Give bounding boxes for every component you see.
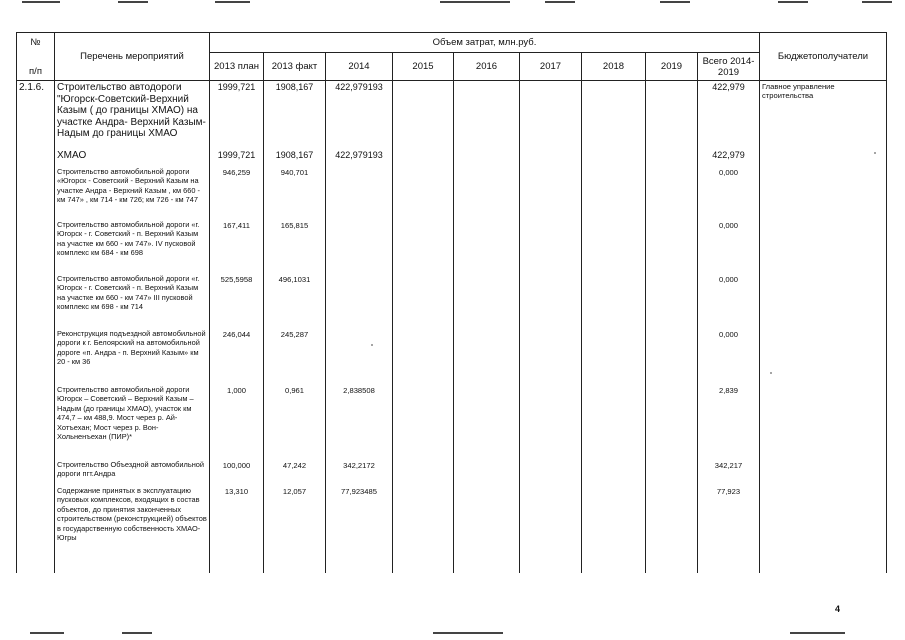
row-2013-plan: 100,000 xyxy=(210,459,264,485)
row-2016 xyxy=(454,485,520,573)
row-recipient xyxy=(760,166,887,219)
row-2013-fact: 496,1031 xyxy=(264,273,326,328)
row-2018 xyxy=(582,81,646,149)
row-2016 xyxy=(454,219,520,273)
row-2016 xyxy=(454,149,520,166)
row-2019 xyxy=(646,459,698,485)
row-recipient: Главное управление строительства xyxy=(760,81,887,149)
row-2014: 2,838508 xyxy=(326,384,393,459)
row-2013-plan: 1999,721 xyxy=(210,81,264,149)
table-row xyxy=(17,459,887,485)
row-2014: 342,2172 xyxy=(326,459,393,485)
row-total: 0,000 xyxy=(698,273,760,328)
row-number xyxy=(17,219,55,273)
row-2016 xyxy=(454,81,520,149)
row-2019 xyxy=(646,485,698,573)
header-2018: 2018 xyxy=(582,53,646,81)
row-number xyxy=(17,166,55,219)
row-2019 xyxy=(646,81,698,149)
row-recipient xyxy=(760,219,887,273)
row-2017 xyxy=(520,485,582,573)
row-number xyxy=(17,328,55,384)
header-2015: 2015 xyxy=(393,53,454,81)
row-2019 xyxy=(646,273,698,328)
page-number: 4 xyxy=(835,604,841,614)
scan-speck xyxy=(874,152,876,154)
row-total: 2,839 xyxy=(698,384,760,459)
table-row xyxy=(17,149,887,166)
scan-speck xyxy=(371,344,373,346)
row-2013-plan: 246,044 xyxy=(210,328,264,384)
row-2019 xyxy=(646,166,698,219)
row-name: Строительство автомобильной дороги «г. Югорск - г. Советский - п. Верхний Казым на участке км 660 - км 747». IV пусковой комплекс км 684 - км 698 xyxy=(55,219,210,273)
table-row xyxy=(17,328,887,384)
expenditure-table xyxy=(16,32,887,573)
row-2016 xyxy=(454,328,520,384)
row-2015 xyxy=(393,328,454,384)
row-name: Реконструкция подъездной автомобильной дороги к г. Белоярский на автомобильной дороге «п. Андра - п. Верхний Казым» км 20 - км 36 xyxy=(55,328,210,384)
row-total: 0,000 xyxy=(698,219,760,273)
row-2015 xyxy=(393,166,454,219)
row-2013-plan: 167,411 xyxy=(210,219,264,273)
row-2014: 77,923485 xyxy=(326,485,393,573)
row-2017 xyxy=(520,328,582,384)
row-recipient xyxy=(760,459,887,485)
row-name: Строительство автомобильной дороги «г. Югорск - г. Советский - п. Верхний Казым на участке км 660 - км 747» III пусковой комплекс км 698 - км 714 xyxy=(55,273,210,328)
row-2017 xyxy=(520,273,582,328)
row-2013-fact: 940,701 xyxy=(264,166,326,219)
header-expense-group: Объем затрат, млн.руб. xyxy=(210,33,760,53)
row-name: Строительство автодороги "Югорск-Советский-Верхний Казым ( до границы ХМАО) на участке Андра- Верхний Казым-Надым до границы ХМАО xyxy=(55,81,210,149)
row-2016 xyxy=(454,384,520,459)
row-2019 xyxy=(646,328,698,384)
row-total: 0,000 xyxy=(698,328,760,384)
row-2019 xyxy=(646,219,698,273)
row-2013-plan: 13,310 xyxy=(210,485,264,573)
row-2014: 422,979193 xyxy=(326,81,393,149)
row-2014: 422,979193 xyxy=(326,149,393,166)
row-name: Строительство Объездной автомобильной дороги пгт.Андра xyxy=(55,459,210,485)
row-number xyxy=(17,384,55,459)
row-number: 2.1.6. xyxy=(17,81,55,149)
row-2013-plan: 1999,721 xyxy=(210,149,264,166)
row-2014 xyxy=(326,219,393,273)
row-2015 xyxy=(393,273,454,328)
header-2013-plan: 2013 план xyxy=(210,53,264,81)
row-2017 xyxy=(520,219,582,273)
header-number: № xyxy=(30,37,41,48)
header-2013-fact: 2013 факт xyxy=(264,53,326,81)
row-2018 xyxy=(582,328,646,384)
row-2016 xyxy=(454,459,520,485)
header-2016: 2016 xyxy=(454,53,520,81)
header-number-col xyxy=(17,33,55,81)
row-recipient xyxy=(760,485,887,573)
table-row xyxy=(17,219,887,273)
row-2014 xyxy=(326,166,393,219)
row-name: Строительство автомобильной дороги Югорск – Советский – Верхний Казым – Надым (до границы ХМАО), участок км 474,7 – км 488,9. Мост через р. Ай-Хотъехан; Мост через р. Вон-Хольненъехан (ПИР)* xyxy=(55,384,210,459)
row-2017 xyxy=(520,459,582,485)
row-2016 xyxy=(454,166,520,219)
row-2013-fact: 1908,167 xyxy=(264,81,326,149)
header-total: Всего 2014-2019 xyxy=(698,53,760,81)
row-2015 xyxy=(393,485,454,573)
row-2018 xyxy=(582,485,646,573)
row-2013-fact: 47,242 xyxy=(264,459,326,485)
row-2013-plan: 525,5958 xyxy=(210,273,264,328)
header-name: Перечень мероприятий xyxy=(55,33,210,81)
row-2013-fact: 165,815 xyxy=(264,219,326,273)
row-2017 xyxy=(520,384,582,459)
row-2013-plan: 946,259 xyxy=(210,166,264,219)
row-total: 342,217 xyxy=(698,459,760,485)
row-2018 xyxy=(582,219,646,273)
scan-edge-marks-top xyxy=(0,0,905,6)
row-2018 xyxy=(582,149,646,166)
row-recipient xyxy=(760,328,887,384)
row-total: 0,000 xyxy=(698,166,760,219)
row-2018 xyxy=(582,459,646,485)
row-number xyxy=(17,273,55,328)
header-2014: 2014 xyxy=(326,53,393,81)
header-2019: 2019 xyxy=(646,53,698,81)
row-2018 xyxy=(582,166,646,219)
row-2017 xyxy=(520,149,582,166)
row-2013-fact: 245,287 xyxy=(264,328,326,384)
row-2013-fact: 1908,167 xyxy=(264,149,326,166)
table-row xyxy=(17,81,887,149)
row-recipient xyxy=(760,384,887,459)
row-total: 422,979 xyxy=(698,81,760,149)
row-name: Строительство автомобильной дороги «Югорск - Советский - Верхний Казым на участке Андра - Верхний Казым , км 660 - км 747» , км 714 - км 726; км 726 - км 747 xyxy=(55,166,210,219)
row-2015 xyxy=(393,459,454,485)
row-total: 77,923 xyxy=(698,485,760,573)
row-2013-plan: 1,000 xyxy=(210,384,264,459)
table-row xyxy=(17,166,887,219)
row-2015 xyxy=(393,219,454,273)
header-pp: п/п xyxy=(29,66,42,77)
row-2015 xyxy=(393,384,454,459)
row-2014 xyxy=(326,273,393,328)
scan-speck xyxy=(770,372,772,374)
row-name: Содержание принятых в эксплуатацию пусковых комплексов, входящих в состав объектов, до принятия законченных строительством (реконструкцией) объектов в государственную собственность ХМАО-Югры xyxy=(55,485,210,573)
row-total: 422,979 xyxy=(698,149,760,166)
row-2015 xyxy=(393,81,454,149)
row-2013-fact: 0,961 xyxy=(264,384,326,459)
row-2014 xyxy=(326,328,393,384)
row-recipient xyxy=(760,149,887,166)
row-number xyxy=(17,149,55,166)
row-recipient xyxy=(760,273,887,328)
row-2019 xyxy=(646,149,698,166)
row-number xyxy=(17,459,55,485)
table-row xyxy=(17,485,887,573)
row-2013-fact: 12,057 xyxy=(264,485,326,573)
table-body xyxy=(17,81,887,573)
row-2016 xyxy=(454,273,520,328)
header-2017: 2017 xyxy=(520,53,582,81)
row-2019 xyxy=(646,384,698,459)
table-row xyxy=(17,384,887,459)
table-row xyxy=(17,273,887,328)
header-recipients: Бюджетополучатели xyxy=(760,33,887,81)
row-2015 xyxy=(393,149,454,166)
row-2018 xyxy=(582,384,646,459)
row-2017 xyxy=(520,81,582,149)
row-number xyxy=(17,485,55,573)
row-2017 xyxy=(520,166,582,219)
row-2018 xyxy=(582,273,646,328)
row-name: ХМАО xyxy=(55,149,210,166)
